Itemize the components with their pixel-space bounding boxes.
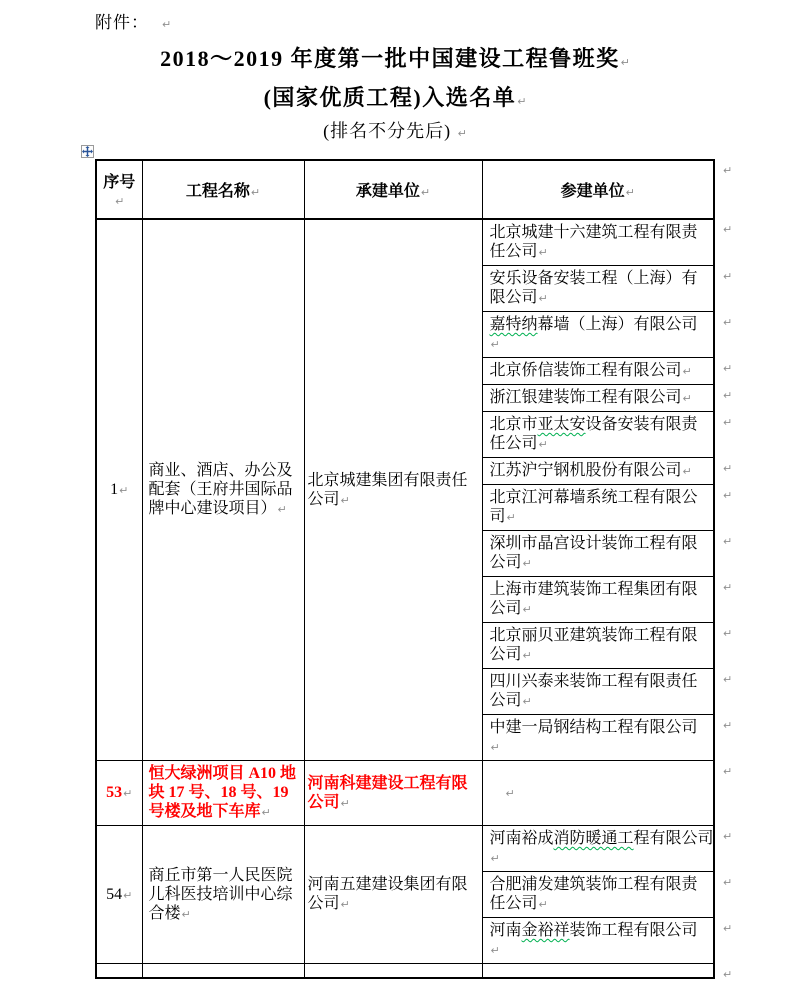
paragraph-mark: ↵ [723,223,733,236]
paragraph-mark: ↵ [723,389,733,402]
cell-participant-empty[interactable] [482,761,714,826]
participant-text-segment: 四川兴泰来装饰工程有限责任公司 [489,673,698,709]
paragraph-mark: ↵ [490,741,500,754]
participant-text-segment: 深圳市晶宫设计装饰工程有限公司 [489,535,698,571]
table-header-row [96,160,714,219]
cell-participant[interactable] [482,623,714,669]
paragraph-mark: ↵ [340,796,350,810]
paragraph-mark: ↵ [723,581,733,594]
document-subtitle[interactable] [0,117,790,143]
paragraph-mark: ↵ [506,511,516,524]
participant-text [490,535,698,571]
cell-participant[interactable] [482,312,714,358]
participant-text-segment: 北京侨信装饰工程有限公司 [489,362,682,379]
cell-participant[interactable] [482,577,714,623]
participant-text-segment: 浙江银建装饰工程有限公司 [489,389,682,406]
cell-empty[interactable] [304,964,482,978]
paragraph-mark: ↵ [538,292,548,305]
table-move-handle-icon[interactable] [81,145,94,158]
column-header-2[interactable] [142,160,304,219]
cell-project-name[interactable] [142,219,304,761]
paragraph-mark: ↵ [723,316,733,329]
participant-text [490,876,698,912]
participant-text-segment: 装饰工程有限公司 [569,922,698,939]
cell-participant[interactable] [482,385,714,412]
paragraph-mark: ↵ [340,898,350,911]
participant-text-segment: 北京江河幕墙系统工程有限公司 [489,489,698,525]
cell-contractor[interactable] [304,761,482,826]
cell-participant[interactable] [482,715,714,761]
paragraph-mark: ↵ [538,438,548,451]
cell-project-name[interactable] [142,826,304,964]
paragraph-mark: ↵ [723,765,733,778]
cell-contractor[interactable] [304,826,482,964]
participant-text-segment: 江苏沪宁钢机股份有限公司 [489,462,682,479]
paragraph-mark: ↵ [723,164,733,177]
paragraph-mark: ↵ [723,627,733,640]
cell-serial-number[interactable] [96,761,142,826]
paragraph-mark: ↵ [181,907,191,921]
participant-text [490,416,698,452]
title-text-1: 2018～2019 年度第一批中国建设工程鲁班奖 [160,46,620,71]
cell-serial-number[interactable] [96,219,142,761]
cell-participant[interactable] [482,918,714,964]
paragraph-mark: ↵ [522,695,532,708]
cell-serial-number-text: 53 [106,784,123,801]
subtitle-text: (排名不分先后) [323,121,452,141]
paragraph-mark: ↵ [340,493,350,507]
participant-text-segment: 合肥浦发建筑装饰工程有限责任公司 [489,876,698,912]
paragraph-mark: ↵ [625,186,635,199]
participant-text [490,489,698,525]
cell-participant[interactable] [482,219,714,266]
participant-text [490,719,698,736]
paragraph-mark: ↵ [538,898,548,911]
paragraph-mark: ↵ [723,876,733,889]
table-row-partial [96,964,714,978]
paragraph-mark: ↵ [723,416,733,429]
paragraph-mark: ↵ [277,503,287,516]
paragraph-mark: ↵ [490,338,500,351]
attachment-label[interactable] [95,8,171,33]
table-row [96,219,714,266]
table-row [96,761,714,826]
participant-text [490,581,698,617]
paragraph-mark: ↵ [620,56,630,69]
column-header-label: 工程名称 [185,183,250,200]
paragraph-mark: ↵ [490,852,500,865]
column-header-label: 序号 [103,174,136,191]
column-header-4[interactable] [482,160,714,219]
participant-text-segment: 幕墙（上海）有限公司 [537,316,698,333]
cell-serial-number[interactable] [96,826,142,964]
cell-participant[interactable] [482,669,714,715]
participant-text-segment: 河南 [489,922,522,939]
cell-participant[interactable] [482,412,714,458]
cell-project-name-text: 商业、酒店、办公及配套（王府井国际品牌中心建设项目） [148,462,293,517]
paragraph-mark: ↵ [723,922,733,935]
paragraph-mark: ↵ [517,95,527,108]
paragraph-mark: ↵ [261,806,271,819]
participant-text-segment: 北京丽贝亚建筑装饰工程有限公司 [489,627,698,663]
column-header-label: 参建单位 [560,183,625,200]
award-table-container [95,159,733,981]
move-4way-arrow-icon [82,146,93,157]
participant-text [490,224,698,260]
cell-empty[interactable] [142,964,304,978]
paragraph-mark: ↵ [490,944,500,957]
cell-contractor-text: 河南科建建设工程有限公司 [307,774,468,811]
paragraph-mark: ↵ [723,830,733,843]
participant-text-segment: 程有限公司 [633,830,714,847]
paragraph-mark: ↵ [723,719,733,732]
spellcheck-underline: 金裕祥 [521,922,570,939]
participant-text-segment: 北京市 [489,416,538,433]
participant-text [490,362,682,379]
cell-empty[interactable] [96,964,142,978]
cell-serial-number-text: 1 [110,481,119,498]
paragraph-mark: ↵ [723,489,733,502]
paragraph-mark: ↵ [682,392,692,405]
paragraph-mark: ↵ [250,186,261,199]
participant-text [490,462,682,479]
document-title-line1[interactable] [0,42,790,73]
paragraph-mark: ↵ [505,787,515,800]
spellcheck-underline: 嘉特纳 [489,316,538,333]
paragraph-mark: ↵ [723,673,733,686]
cell-project-name[interactable] [142,761,304,826]
participant-text [490,389,682,406]
award-table [95,159,715,979]
paragraph-mark: ↵ [115,195,125,208]
paragraph-mark: ↵ [723,968,733,981]
cell-contractor-text: 河南五建建设集团有限公司 [307,876,468,912]
paragraph-mark: ↵ [420,186,431,199]
paragraph-mark: ↵ [522,603,532,616]
paragraph-mark: ↵ [123,888,133,902]
document-title-line2[interactable] [0,81,790,112]
participant-text-segment: 上海市建筑装饰工程集团有限公司 [489,581,698,617]
paragraph-mark: ↵ [682,465,692,478]
cell-empty[interactable] [482,964,714,978]
table-row [96,826,714,872]
paragraph-mark: ↵ [682,365,692,378]
participant-text-segment: 安乐设备安装工程（上海）有限公司 [489,270,698,306]
title-text-2: (国家优质工程)入选名单 [263,85,517,110]
cell-contractor-text: 北京城建集团有限责任公司 [307,471,468,508]
participant-text-segment: 河南裕成 [489,830,554,847]
participant-text [490,830,714,847]
cell-participant[interactable] [482,872,714,918]
paragraph-mark: ↵ [723,362,733,375]
column-header-label: 承建单位 [355,183,420,200]
paragraph-mark: ↵ [457,127,467,140]
paragraph-mark: ↵ [522,649,532,662]
cell-participant[interactable] [482,531,714,577]
paragraph-mark: ↵ [522,557,532,570]
spellcheck-underline: 亚太安 [537,416,586,433]
cell-participant[interactable] [482,485,714,531]
participant-text [490,673,698,709]
cell-participant[interactable] [482,358,714,385]
cell-participant[interactable] [482,826,714,872]
paragraph-mark: ↵ [723,535,733,548]
participant-text-segment: 设备安装有限责任公司 [489,416,698,452]
cell-participant[interactable] [482,458,714,485]
participant-text-segment: 北京城建十六建筑工程有限责任公司 [489,224,698,260]
attachment-text: 附件： [95,13,149,32]
participant-text [490,316,698,333]
column-header-3[interactable] [304,160,482,219]
paragraph-mark: ↵ [538,246,548,259]
column-header-1[interactable] [96,160,142,219]
cell-project-name-text: 商丘市第一人民医院儿科医技培训中心综合楼 [148,866,293,922]
paragraph-mark: ↵ [123,787,133,800]
paragraph-mark: ↵ [119,484,129,497]
cell-contractor[interactable] [304,219,482,761]
cell-participant[interactable] [482,266,714,312]
spellcheck-underline: 消防暖通工 [553,830,634,847]
paragraph-mark: ↵ [723,270,733,283]
participant-text [490,922,698,939]
cell-serial-number-text: 54 [106,885,123,903]
cell-project-name-text: 恒大绿洲项目 A10 地块 17 号、18 号、19 号楼及地下车库 [148,765,297,820]
participant-text-segment: 中建一局钢结构工程有限公司 [489,719,698,736]
paragraph-mark: ↵ [162,18,172,31]
paragraph-mark: ↵ [723,462,733,475]
participant-text [490,627,698,663]
participant-text [490,270,698,306]
